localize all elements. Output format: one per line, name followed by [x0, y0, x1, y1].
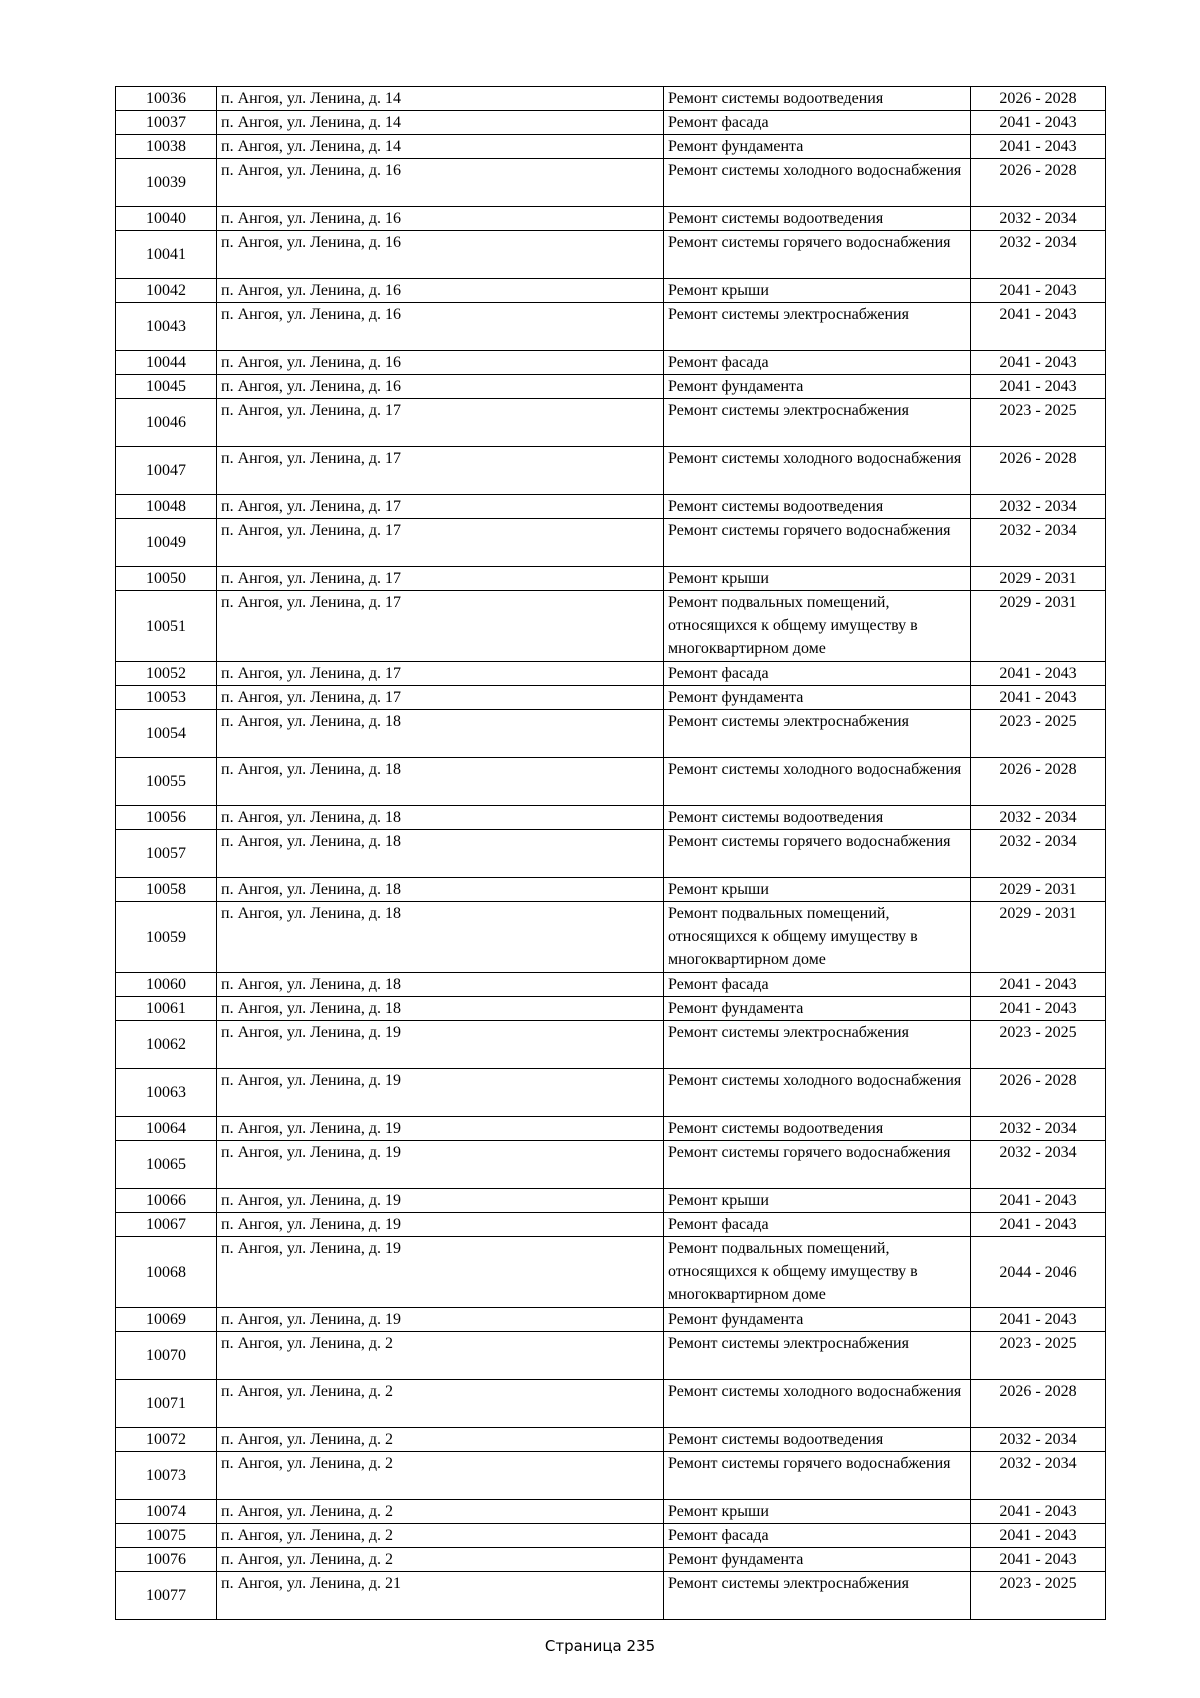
period-cell: 2029 - 2031	[971, 567, 1106, 591]
address-cell: п. Ангоя, ул. Ленина, д. 19	[217, 1141, 664, 1189]
period-cell: 2023 - 2025	[971, 710, 1106, 758]
work-type-cell: Ремонт крыши	[664, 567, 971, 591]
address-cell: п. Ангоя, ул. Ленина, д. 14	[217, 111, 664, 135]
table-row	[116, 973, 1106, 997]
period-cell: 2041 - 2043	[971, 1500, 1106, 1524]
table-row	[116, 686, 1106, 710]
row-number-cell: 10067	[116, 1213, 217, 1237]
address-cell: п. Ангоя, ул. Ленина, д. 19	[217, 1213, 664, 1237]
work-type-cell: Ремонт фасада	[664, 1524, 971, 1548]
table-row	[116, 1380, 1106, 1428]
work-type-cell: Ремонт фундамента	[664, 1308, 971, 1332]
work-type-cell: Ремонт системы электроснабжения	[664, 1332, 971, 1380]
table-row	[116, 231, 1106, 279]
address-cell: п. Ангоя, ул. Ленина, д. 2	[217, 1500, 664, 1524]
row-number-cell: 10057	[116, 830, 217, 878]
address-cell: п. Ангоя, ул. Ленина, д. 2	[217, 1428, 664, 1452]
table-row	[116, 1332, 1106, 1380]
address-cell: п. Ангоя, ул. Ленина, д. 16	[217, 159, 664, 207]
work-type-cell: Ремонт фундамента	[664, 1548, 971, 1572]
work-type-cell: Ремонт фасада	[664, 111, 971, 135]
row-number-cell: 10053	[116, 686, 217, 710]
table-body	[116, 87, 1106, 1620]
period-cell: 2032 - 2034	[971, 1452, 1106, 1500]
work-type-cell: Ремонт фундамента	[664, 997, 971, 1021]
address-cell: п. Ангоя, ул. Ленина, д. 17	[217, 591, 664, 662]
period-cell: 2026 - 2028	[971, 447, 1106, 495]
row-number-cell: 10043	[116, 303, 217, 351]
row-number-cell: 10054	[116, 710, 217, 758]
work-type-cell: Ремонт системы электроснабжения	[664, 710, 971, 758]
table-row	[116, 447, 1106, 495]
row-number-cell: 10037	[116, 111, 217, 135]
row-number-cell: 10059	[116, 902, 217, 973]
period-cell: 2026 - 2028	[971, 1380, 1106, 1428]
row-number-cell: 10045	[116, 375, 217, 399]
address-cell: п. Ангоя, ул. Ленина, д. 19	[217, 1308, 664, 1332]
address-cell: п. Ангоя, ул. Ленина, д. 18	[217, 710, 664, 758]
table-row	[116, 1021, 1106, 1069]
row-number-cell: 10044	[116, 351, 217, 375]
address-cell: п. Ангоя, ул. Ленина, д. 18	[217, 758, 664, 806]
table-row	[116, 111, 1106, 135]
period-cell: 2032 - 2034	[971, 207, 1106, 231]
table-row	[116, 878, 1106, 902]
work-type-cell: Ремонт подвальных помещений, относящихся к общему имуществу в многоквартирном доме	[664, 1237, 971, 1308]
work-type-cell: Ремонт системы холодного водоснабжения	[664, 758, 971, 806]
period-cell: 2041 - 2043	[971, 1548, 1106, 1572]
address-cell: п. Ангоя, ул. Ленина, д. 21	[217, 1572, 664, 1620]
table-row	[116, 997, 1106, 1021]
row-number-cell: 10051	[116, 591, 217, 662]
period-cell: 2041 - 2043	[971, 1308, 1106, 1332]
table-row	[116, 1237, 1106, 1308]
work-type-cell: Ремонт системы горячего водоснабжения	[664, 830, 971, 878]
work-type-cell: Ремонт системы горячего водоснабжения	[664, 519, 971, 567]
period-cell: 2032 - 2034	[971, 830, 1106, 878]
period-cell: 2044 - 2046	[971, 1237, 1106, 1308]
table-row	[116, 902, 1106, 973]
table-row	[116, 830, 1106, 878]
period-cell: 2032 - 2034	[971, 1141, 1106, 1189]
table-row	[116, 207, 1106, 231]
row-number-cell: 10074	[116, 1500, 217, 1524]
row-number-cell: 10060	[116, 973, 217, 997]
address-cell: п. Ангоя, ул. Ленина, д. 2	[217, 1548, 664, 1572]
row-number-cell: 10069	[116, 1308, 217, 1332]
work-type-cell: Ремонт системы водоотведения	[664, 1428, 971, 1452]
work-type-cell: Ремонт системы электроснабжения	[664, 399, 971, 447]
address-cell: п. Ангоя, ул. Ленина, д. 19	[217, 1189, 664, 1213]
table-row	[116, 662, 1106, 686]
address-cell: п. Ангоя, ул. Ленина, д. 16	[217, 351, 664, 375]
work-type-cell: Ремонт подвальных помещений, относящихся к общему имуществу в многоквартирном доме	[664, 591, 971, 662]
period-cell: 2041 - 2043	[971, 686, 1106, 710]
work-type-cell: Ремонт фундамента	[664, 375, 971, 399]
work-type-cell: Ремонт системы электроснабжения	[664, 303, 971, 351]
work-type-cell: Ремонт системы водоотведения	[664, 495, 971, 519]
period-cell: 2032 - 2034	[971, 806, 1106, 830]
row-number-cell: 10063	[116, 1069, 217, 1117]
row-number-cell: 10055	[116, 758, 217, 806]
address-cell: п. Ангоя, ул. Ленина, д. 19	[217, 1117, 664, 1141]
period-cell: 2032 - 2034	[971, 495, 1106, 519]
work-type-cell: Ремонт системы холодного водоснабжения	[664, 159, 971, 207]
table-row	[116, 279, 1106, 303]
work-type-cell: Ремонт системы водоотведения	[664, 806, 971, 830]
address-cell: п. Ангоя, ул. Ленина, д. 18	[217, 997, 664, 1021]
period-cell: 2023 - 2025	[971, 399, 1106, 447]
period-cell: 2026 - 2028	[971, 87, 1106, 111]
period-cell: 2026 - 2028	[971, 758, 1106, 806]
work-type-cell: Ремонт фундамента	[664, 686, 971, 710]
work-type-cell: Ремонт системы горячего водоснабжения	[664, 231, 971, 279]
table-row	[116, 519, 1106, 567]
address-cell: п. Ангоя, ул. Ленина, д. 17	[217, 495, 664, 519]
address-cell: п. Ангоя, ул. Ленина, д. 17	[217, 399, 664, 447]
work-type-cell: Ремонт системы электроснабжения	[664, 1572, 971, 1620]
table-row	[116, 1117, 1106, 1141]
row-number-cell: 10039	[116, 159, 217, 207]
period-cell: 2029 - 2031	[971, 591, 1106, 662]
address-cell: п. Ангоя, ул. Ленина, д. 16	[217, 303, 664, 351]
period-cell: 2041 - 2043	[971, 662, 1106, 686]
row-number-cell: 10073	[116, 1452, 217, 1500]
row-number-cell: 10050	[116, 567, 217, 591]
page-number: Страница 235	[544, 1637, 656, 1655]
work-type-cell: Ремонт фасада	[664, 662, 971, 686]
row-number-cell: 10040	[116, 207, 217, 231]
table-row	[116, 1428, 1106, 1452]
row-number-cell: 10058	[116, 878, 217, 902]
table-row	[116, 567, 1106, 591]
row-number-cell: 10052	[116, 662, 217, 686]
address-cell: п. Ангоя, ул. Ленина, д. 14	[217, 87, 664, 111]
address-cell: п. Ангоя, ул. Ленина, д. 19	[217, 1021, 664, 1069]
table-row	[116, 1141, 1106, 1189]
row-number-cell: 10036	[116, 87, 217, 111]
address-cell: п. Ангоя, ул. Ленина, д. 17	[217, 686, 664, 710]
address-cell: п. Ангоя, ул. Ленина, д. 18	[217, 806, 664, 830]
table-row	[116, 399, 1106, 447]
address-cell: п. Ангоя, ул. Ленина, д. 2	[217, 1524, 664, 1548]
address-cell: п. Ангоя, ул. Ленина, д. 17	[217, 447, 664, 495]
works-table	[115, 86, 1106, 1620]
address-cell: п. Ангоя, ул. Ленина, д. 14	[217, 135, 664, 159]
work-type-cell: Ремонт системы водоотведения	[664, 207, 971, 231]
table-row	[116, 1213, 1106, 1237]
row-number-cell: 10064	[116, 1117, 217, 1141]
address-cell: п. Ангоя, ул. Ленина, д. 19	[217, 1237, 664, 1308]
address-cell: п. Ангоя, ул. Ленина, д. 17	[217, 662, 664, 686]
period-cell: 2041 - 2043	[971, 1524, 1106, 1548]
row-number-cell: 10038	[116, 135, 217, 159]
address-cell: п. Ангоя, ул. Ленина, д. 18	[217, 902, 664, 973]
row-number-cell: 10077	[116, 1572, 217, 1620]
table-row	[116, 1308, 1106, 1332]
table-row	[116, 1500, 1106, 1524]
address-cell: п. Ангоя, ул. Ленина, д. 18	[217, 973, 664, 997]
row-number-cell: 10072	[116, 1428, 217, 1452]
work-type-cell: Ремонт системы холодного водоснабжения	[664, 1380, 971, 1428]
table-row	[116, 1572, 1106, 1620]
work-type-cell: Ремонт крыши	[664, 1500, 971, 1524]
row-number-cell: 10049	[116, 519, 217, 567]
period-cell: 2041 - 2043	[971, 375, 1106, 399]
work-type-cell: Ремонт подвальных помещений, относящихся к общему имуществу в многоквартирном доме	[664, 902, 971, 973]
row-number-cell: 10041	[116, 231, 217, 279]
table-row	[116, 375, 1106, 399]
work-type-cell: Ремонт системы горячего водоснабжения	[664, 1141, 971, 1189]
row-number-cell: 10042	[116, 279, 217, 303]
row-number-cell: 10066	[116, 1189, 217, 1213]
table-row	[116, 495, 1106, 519]
period-cell: 2023 - 2025	[971, 1572, 1106, 1620]
address-cell: п. Ангоя, ул. Ленина, д. 16	[217, 375, 664, 399]
row-number-cell: 10065	[116, 1141, 217, 1189]
period-cell: 2041 - 2043	[971, 351, 1106, 375]
row-number-cell: 10070	[116, 1332, 217, 1380]
period-cell: 2026 - 2028	[971, 159, 1106, 207]
address-cell: п. Ангоя, ул. Ленина, д. 17	[217, 567, 664, 591]
table-row	[116, 351, 1106, 375]
table-row	[116, 303, 1106, 351]
table-row	[116, 710, 1106, 758]
table-row	[116, 806, 1106, 830]
table-row	[116, 1069, 1106, 1117]
address-cell: п. Ангоя, ул. Ленина, д. 18	[217, 830, 664, 878]
work-type-cell: Ремонт системы водоотведения	[664, 1117, 971, 1141]
period-cell: 2029 - 2031	[971, 878, 1106, 902]
work-type-cell: Ремонт фасада	[664, 351, 971, 375]
table-row	[116, 1548, 1106, 1572]
period-cell: 2026 - 2028	[971, 1069, 1106, 1117]
work-type-cell: Ремонт системы холодного водоснабжения	[664, 447, 971, 495]
address-cell: п. Ангоя, ул. Ленина, д. 16	[217, 231, 664, 279]
address-cell: п. Ангоя, ул. Ленина, д. 2	[217, 1380, 664, 1428]
work-type-cell: Ремонт системы холодного водоснабжения	[664, 1069, 971, 1117]
row-number-cell: 10047	[116, 447, 217, 495]
period-cell: 2041 - 2043	[971, 279, 1106, 303]
period-cell: 2032 - 2034	[971, 231, 1106, 279]
period-cell: 2023 - 2025	[971, 1021, 1106, 1069]
period-cell: 2041 - 2043	[971, 997, 1106, 1021]
work-type-cell: Ремонт фасада	[664, 973, 971, 997]
work-type-cell: Ремонт фундамента	[664, 135, 971, 159]
work-type-cell: Ремонт системы водоотведения	[664, 87, 971, 111]
period-cell: 2041 - 2043	[971, 1189, 1106, 1213]
work-type-cell: Ремонт крыши	[664, 1189, 971, 1213]
address-cell: п. Ангоя, ул. Ленина, д. 17	[217, 519, 664, 567]
table-row	[116, 1524, 1106, 1548]
period-cell: 2032 - 2034	[971, 1117, 1106, 1141]
table-row	[116, 1189, 1106, 1213]
period-cell: 2041 - 2043	[971, 1213, 1106, 1237]
table-row	[116, 159, 1106, 207]
row-number-cell: 10075	[116, 1524, 217, 1548]
work-type-cell: Ремонт фасада	[664, 1213, 971, 1237]
period-cell: 2041 - 2043	[971, 973, 1106, 997]
work-type-cell: Ремонт системы электроснабжения	[664, 1021, 971, 1069]
table-row	[116, 591, 1106, 662]
address-cell: п. Ангоя, ул. Ленина, д. 16	[217, 207, 664, 231]
row-number-cell: 10048	[116, 495, 217, 519]
period-cell: 2041 - 2043	[971, 303, 1106, 351]
row-number-cell: 10061	[116, 997, 217, 1021]
work-type-cell: Ремонт системы горячего водоснабжения	[664, 1452, 971, 1500]
row-number-cell: 10071	[116, 1380, 217, 1428]
address-cell: п. Ангоя, ул. Ленина, д. 2	[217, 1452, 664, 1500]
row-number-cell: 10062	[116, 1021, 217, 1069]
period-cell: 2032 - 2034	[971, 1428, 1106, 1452]
period-cell: 2023 - 2025	[971, 1332, 1106, 1380]
row-number-cell: 10046	[116, 399, 217, 447]
address-cell: п. Ангоя, ул. Ленина, д. 16	[217, 279, 664, 303]
row-number-cell: 10076	[116, 1548, 217, 1572]
work-type-cell: Ремонт крыши	[664, 878, 971, 902]
row-number-cell: 10056	[116, 806, 217, 830]
period-cell: 2029 - 2031	[971, 902, 1106, 973]
period-cell: 2041 - 2043	[971, 135, 1106, 159]
table-row	[116, 758, 1106, 806]
address-cell: п. Ангоя, ул. Ленина, д. 19	[217, 1069, 664, 1117]
address-cell: п. Ангоя, ул. Ленина, д. 2	[217, 1332, 664, 1380]
row-number-cell: 10068	[116, 1237, 217, 1308]
work-type-cell: Ремонт крыши	[664, 279, 971, 303]
address-cell: п. Ангоя, ул. Ленина, д. 18	[217, 878, 664, 902]
period-cell: 2032 - 2034	[971, 519, 1106, 567]
period-cell: 2041 - 2043	[971, 111, 1106, 135]
table-row	[116, 1452, 1106, 1500]
table-row	[116, 87, 1106, 111]
table-row	[116, 135, 1106, 159]
